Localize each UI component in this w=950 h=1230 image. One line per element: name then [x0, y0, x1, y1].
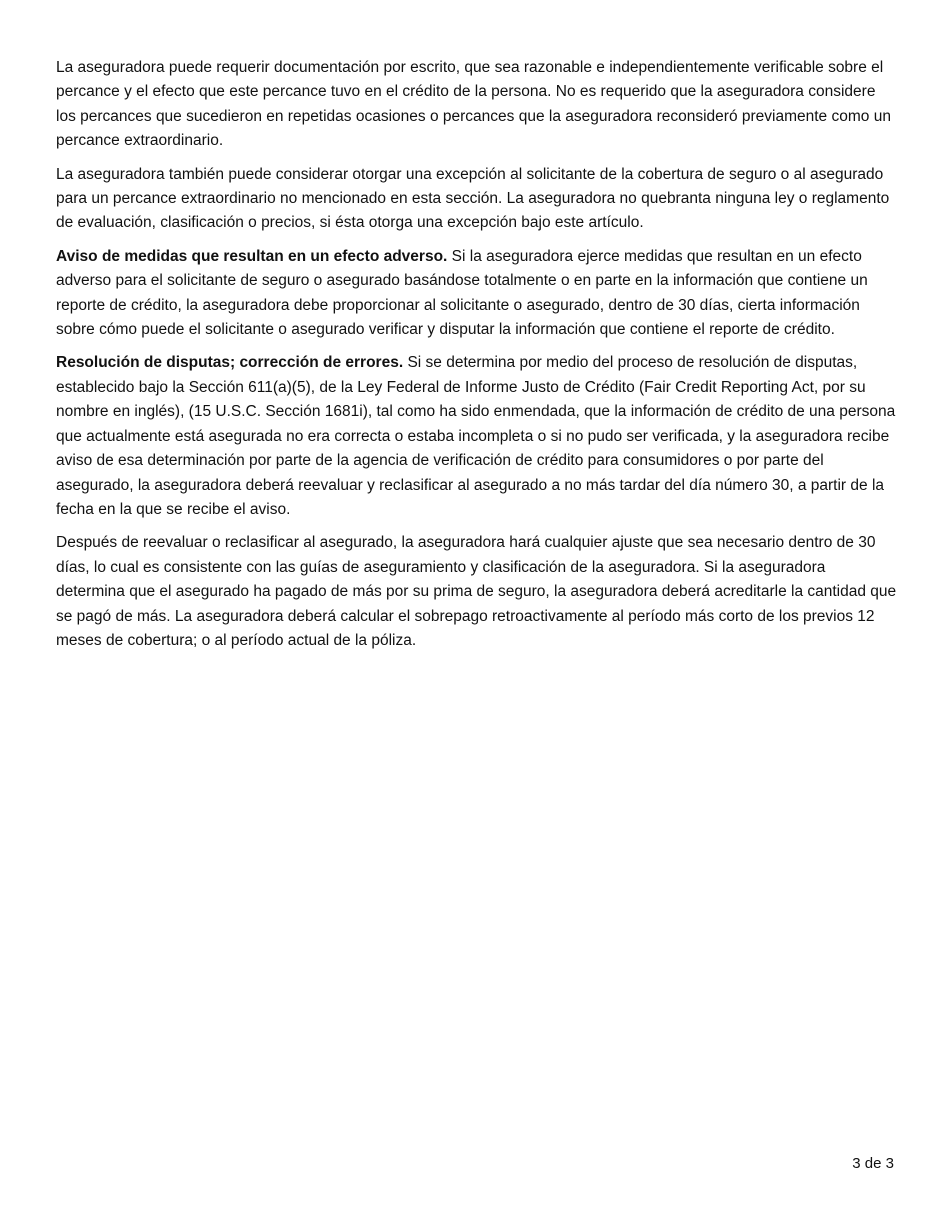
- paragraph-reclassification: [56, 531, 898, 653]
- paragraph-text: Si la aseguradora ejerce medidas que resultan en un efecto adverso para el solicitante de seguro o asegurado basándose totalmente o en parte en la información que contiene un reporte de crédito, la aseguradora debe proporcionar al solicitante o asegurado, dentro de 30 días, cierta información sobre cómo puede el solicitante o asegurado verificar y disputar la información que contiene el reporte de crédito.: [56, 247, 868, 339]
- paragraph-text: Si se determina por medio del proceso de resolución de disputas, establecido bajo la Sección 611(a)(5), de la Ley Federal de Informe Justo de Crédito (Fair Credit Reporting Act, por su nombre en inglés), (15 U.S.C. Sección 1681i), tal como ha sido enmendada, que la información de crédito de una persona que actualmente está asegurada no era correcta o estaba incompleta o si no pudo ser verificada, y la aseguradora recibe aviso de esa determinación por parte de la agencia de verificación de crédito para consumidores o por parte del asegurado, la aseguradora deberá reevaluar y reclasificar al asegurado a no más tardar del día número 30, a partir de la fecha en la que se recibe el aviso.: [56, 354, 896, 518]
- paragraph-heading: Resolución de disputas; corrección de errores.: [56, 354, 404, 372]
- paragraph-adverse-action: [56, 245, 898, 343]
- document-body: [56, 56, 898, 662]
- paragraph-exception: [56, 163, 898, 236]
- paragraph-dispute-resolution: [56, 351, 898, 522]
- paragraph-text: Después de reevaluar o reclasificar al asegurado, la aseguradora hará cualquier ajuste que sea necesario dentro de 30 días, lo cual es consistente con las guías de aseguramiento y clasificación de la aseguradora. Si la aseguradora determina que el asegurado ha pagado de más por su prima de seguro, la aseguradora deberá acreditarle la cantidad que se pagó de más. La aseguradora deberá calcular el sobrepago retroactivamente al período más corto de los previos 12 meses de cobertura; o al período actual de la póliza.: [56, 534, 897, 649]
- paragraph-heading: Aviso de medidas que resultan en un efecto adverso.: [56, 247, 448, 265]
- page-number: 3 de 3: [852, 1155, 894, 1172]
- paragraph-documentation: [56, 56, 898, 154]
- paragraph-text: La aseguradora puede requerir documentación por escrito, que sea razonable e independientemente verificable sobre el percance y el efecto que este percance tuvo en el crédito de la persona. No es requerido que la aseguradora considere los percances que sucedieron en repetidas ocasiones o percances que la aseguradora reconsideró previamente como un percance extraordinario.: [56, 59, 891, 150]
- paragraph-text: La aseguradora también puede considerar otorgar una excepción al solicitante de la cobertura de seguro o al asegurado para un percance extraordinario no mencionado en esta sección. La aseguradora no quebranta ninguna ley o reglamento de evaluación, clasificación o precios, si ésta otorga una excepción bajo este artículo.: [56, 165, 890, 232]
